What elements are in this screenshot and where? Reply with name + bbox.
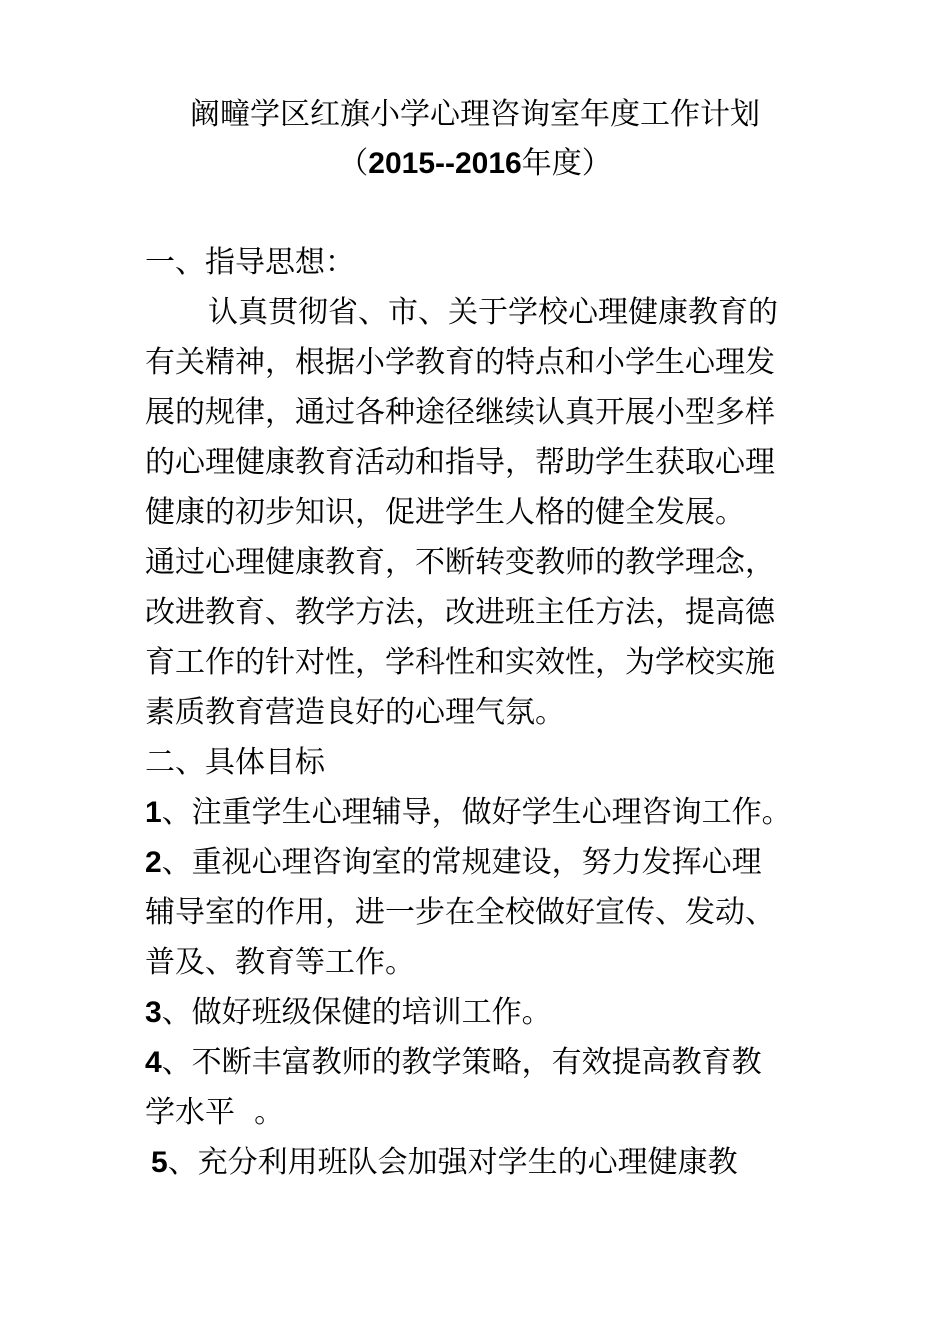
section1-paragraph-line: 认真贯彻省、市、关于学校心理健康教育的 (208, 295, 778, 330)
goal-item-3 (145, 995, 552, 1031)
goal-number: 3 (145, 996, 162, 1029)
document-subtitle (0, 146, 950, 182)
section1-paragraph-line: 通过心理健康教育，不断转变教师的教学理念， (145, 545, 775, 580)
section1-paragraph-line: 的心理健康教育活动和指导，帮助学生获取心理 (145, 445, 775, 480)
subtitle-open-paren: （ (338, 146, 369, 181)
goal-text-continued: 普及、教育等工作。 (145, 945, 415, 980)
section1-paragraph-line: 育工作的针对性，学科性和实效性，为学校实施 (145, 645, 775, 680)
goal-text: 、充分利用班队会加强对学生的心理健康教 (167, 1145, 738, 1180)
section1-heading: 一、指导思想： (145, 245, 355, 280)
section2-heading: 二、具体目标 (145, 745, 325, 780)
section1-paragraph-line: 改进教育、教学方法，改进班主任方法，提高德 (145, 595, 775, 630)
goal-item-1 (145, 795, 792, 831)
goal-text-continued: 辅导室的作用，进一步在全校做好宣传、发动、 (145, 895, 775, 930)
section1-paragraph-line: 健康的初步知识，促进学生人格的健全发展。 (145, 495, 745, 530)
goal-item-5 (151, 1145, 738, 1181)
goal-number: 5 (151, 1146, 168, 1179)
document-title: 阚疃学区红旗小学心理咨询室年度工作计划 (190, 97, 760, 132)
goal-item-4 (145, 1045, 762, 1081)
section1-paragraph-line: 素质教育营造良好的心理气氛。 (145, 695, 565, 730)
goal-text: 、注重学生心理辅导，做好学生心理咨询工作。 (161, 795, 792, 830)
goal-number: 4 (145, 1046, 162, 1079)
goal-text-continued: 学水平 。 (145, 1095, 285, 1130)
section1-paragraph-line: 展的规律，通过各种途径继续认真开展小型多样 (145, 395, 775, 430)
goal-text: 、重视心理咨询室的常规建设，努力发挥心理 (161, 845, 762, 880)
goal-number: 1 (145, 796, 162, 829)
goal-text: 、不断丰富教师的教学策略，有效提高教育教 (161, 1045, 762, 1080)
subtitle-suffix: 年度） (521, 146, 612, 181)
goal-item-2 (145, 845, 762, 881)
subtitle-years: 2015--2016 (368, 147, 522, 180)
goal-text: 、做好班级保健的培训工作。 (161, 995, 552, 1030)
goal-number: 2 (145, 846, 162, 879)
section1-paragraph-line: 有关精神，根据小学教育的特点和小学生心理发 (145, 345, 775, 380)
